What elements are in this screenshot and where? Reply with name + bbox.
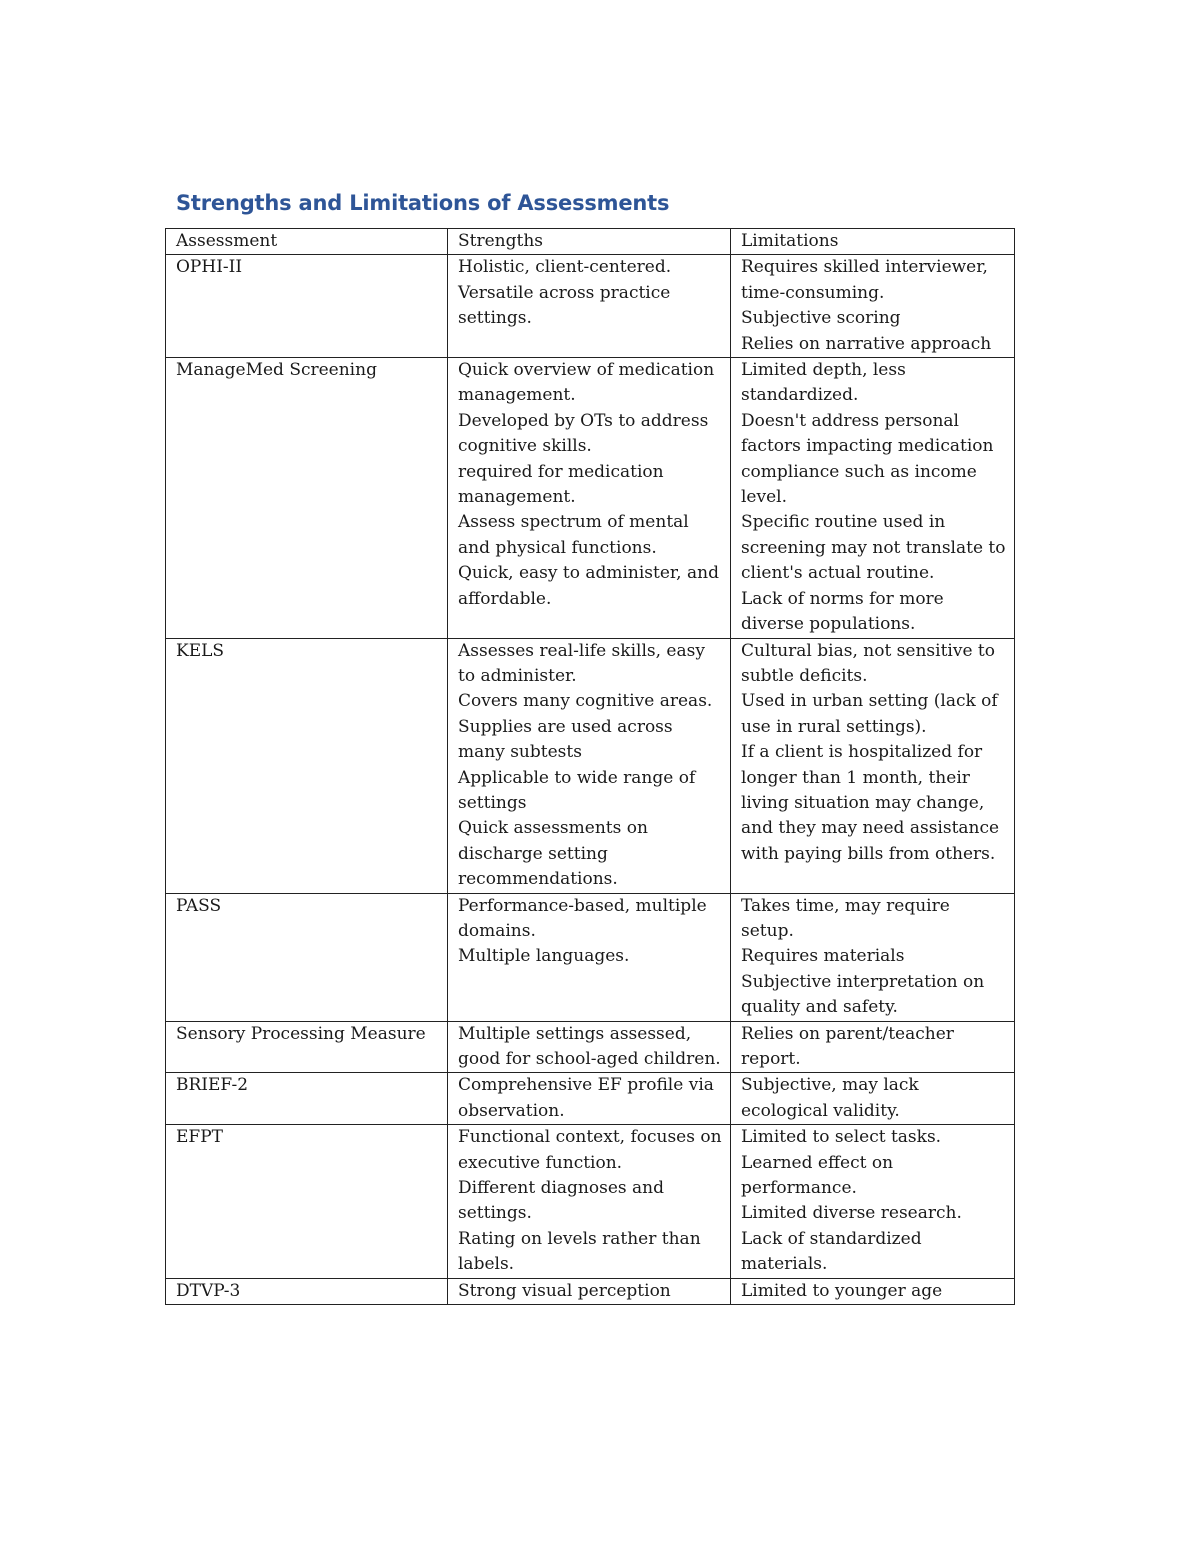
limitations-cell: Takes time, may require setup. Requires materials Subjective interpretation on quality and safety. (731, 893, 1015, 1021)
limitations-cell: Limited depth, less standardized. Doesn't address personal factors impacting medication compliance such as income level. Specific routine used in screening may not translate to client's actual routine. Lack of norms for more diverse populations. (731, 358, 1015, 638)
table-row (166, 893, 1015, 1021)
limitations-cell: Subjective, may lack ecological validity. (731, 1073, 1015, 1125)
assessment-cell: DTVP-3 (166, 1278, 448, 1304)
limitations-cell: Limited to select tasks. Learned effect on performance. Limited diverse research. Lack of standardized materials. (731, 1125, 1015, 1278)
strengths-cell: Holistic, client-centered. Versatile across practice settings. (448, 255, 731, 358)
table-row (166, 1125, 1015, 1278)
limitations-cell: Requires skilled interviewer, time-consuming. Subjective scoring Relies on narrative approach (731, 255, 1015, 358)
table-row (166, 1073, 1015, 1125)
assessment-cell: ManageMed Screening (166, 358, 448, 638)
table-row (166, 255, 1015, 358)
page-title: Strengths and Limitations of Assessments (176, 191, 670, 215)
assessment-cell: EFPT (166, 1125, 448, 1278)
assessment-cell: KELS (166, 638, 448, 893)
assessment-cell: PASS (166, 893, 448, 1021)
assessment-cell: Sensory Processing Measure (166, 1021, 448, 1073)
table-header-row (166, 229, 1015, 255)
assessment-cell: OPHI-II (166, 255, 448, 358)
strengths-cell: Strong visual perception (448, 1278, 731, 1304)
strengths-cell: Multiple settings assessed, good for school-aged children. (448, 1021, 731, 1073)
limitations-cell: Cultural bias, not sensitive to subtle deficits. Used in urban setting (lack of use in rural settings). If a client is hospitalized for longer than 1 month, their living situation may change, and they may need assistance with paying bills from others. (731, 638, 1015, 893)
strengths-cell: Quick overview of medication management. Developed by OTs to address cognitive skills. required for medication management. Assess spectrum of mental and physical functions. Quick, easy to administer, and affordable. (448, 358, 731, 638)
strengths-cell: Performance-based, multiple domains. Multiple languages. (448, 893, 731, 1021)
strengths-cell: Comprehensive EF profile via observation. (448, 1073, 731, 1125)
header-strengths: Strengths (448, 229, 731, 255)
limitations-cell: Relies on parent/teacher report. (731, 1021, 1015, 1073)
limitations-cell: Limited to younger age (731, 1278, 1015, 1304)
header-limitations: Limitations (731, 229, 1015, 255)
strengths-cell: Assesses real-life skills, easy to administer. Covers many cognitive areas. Supplies are used across many subtests Applicable to wide range of settings Quick assessments on discharge setting recommendations. (448, 638, 731, 893)
assessment-cell: BRIEF-2 (166, 1073, 448, 1125)
table-row (166, 1021, 1015, 1073)
table-row (166, 1278, 1015, 1304)
header-assessment: Assessment (166, 229, 448, 255)
assessment-table (165, 228, 1015, 1305)
table-row (166, 358, 1015, 638)
strengths-cell: Functional context, focuses on executive function. Different diagnoses and settings. Rating on levels rather than labels. (448, 1125, 731, 1278)
table-row (166, 638, 1015, 893)
